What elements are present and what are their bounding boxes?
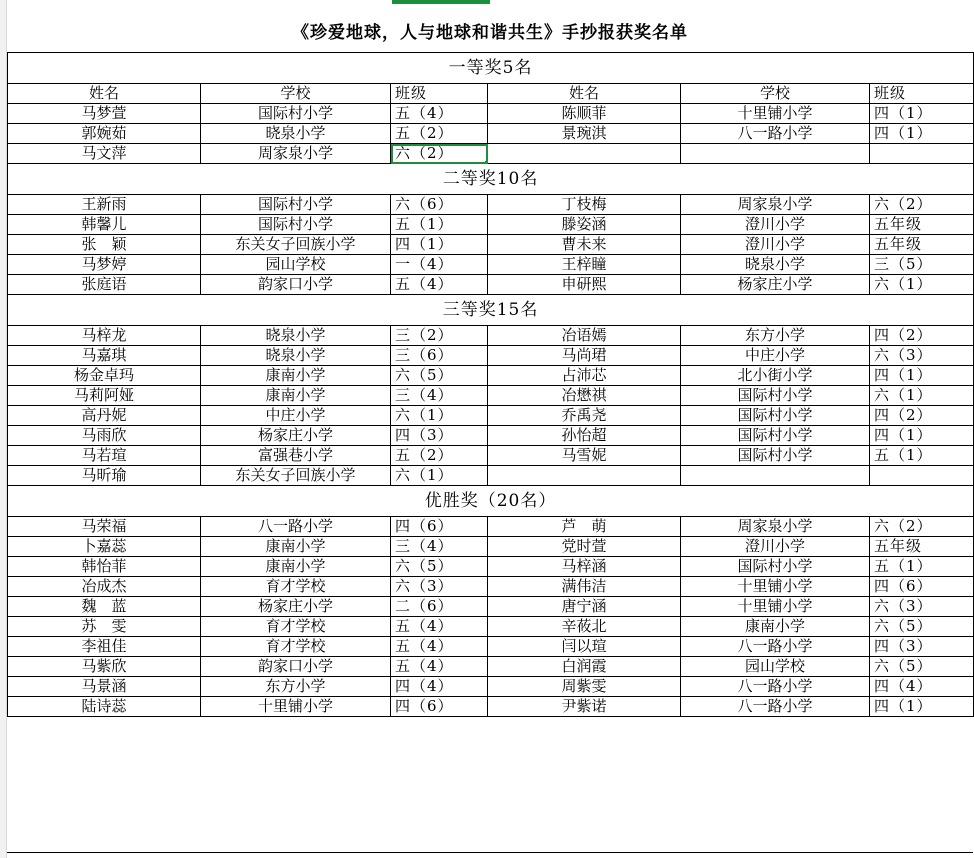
- name-cell[interactable]: 杨金卓玛: [8, 366, 201, 386]
- school-cell[interactable]: 康南小学: [201, 557, 391, 577]
- class-cell[interactable]: 四（2）: [870, 326, 974, 346]
- class-cell[interactable]: 五（1）: [391, 215, 488, 235]
- class-cell[interactable]: 四（1）: [870, 104, 974, 124]
- school-cell[interactable]: 八一路小学: [681, 697, 870, 717]
- name-cell[interactable]: 芦 萌: [488, 517, 681, 537]
- class-cell[interactable]: 六（6）: [391, 195, 488, 215]
- section-heading[interactable]: 二等奖10名: [8, 164, 974, 195]
- name-cell[interactable]: 马梓龙: [8, 326, 201, 346]
- school-cell[interactable]: 东关女子回族小学: [201, 466, 391, 486]
- name-cell[interactable]: 景琬淇: [488, 124, 681, 144]
- table-row: [8, 657, 974, 677]
- name-cell[interactable]: 马嘉琪: [8, 346, 201, 366]
- name-cell[interactable]: 冶成杰: [8, 577, 201, 597]
- school-cell[interactable]: 国际村小学: [201, 215, 391, 235]
- section-heading-row: [8, 295, 974, 326]
- class-cell[interactable]: 六（3）: [391, 577, 488, 597]
- table-row: [8, 557, 974, 577]
- name-cell[interactable]: 张庭语: [8, 275, 201, 295]
- school-cell[interactable]: 澄川小学: [681, 537, 870, 557]
- school-cell[interactable]: 国际村小学: [681, 446, 870, 466]
- name-cell[interactable]: 冶语嫣: [488, 326, 681, 346]
- name-cell[interactable]: 陈顺菲: [488, 104, 681, 124]
- class-cell[interactable]: 六（1）: [870, 275, 974, 295]
- school-cell[interactable]: 东方小学: [201, 677, 391, 697]
- class-cell[interactable]: 六（2）: [870, 517, 974, 537]
- school-cell[interactable]: 韵家口小学: [201, 275, 391, 295]
- table-row: [8, 617, 974, 637]
- table-row: [8, 406, 974, 426]
- class-cell[interactable]: 四（1）: [870, 426, 974, 446]
- column-header[interactable]: 姓名: [488, 84, 681, 104]
- class-cell[interactable]: 五（1）: [870, 446, 974, 466]
- class-cell[interactable]: 四（3）: [391, 426, 488, 446]
- school-cell[interactable]: 东方小学: [681, 326, 870, 346]
- school-cell[interactable]: 澄川小学: [681, 215, 870, 235]
- table-row: [8, 346, 974, 366]
- school-cell[interactable]: 国际村小学: [681, 557, 870, 577]
- name-cell[interactable]: 郭婉茹: [8, 124, 201, 144]
- section-heading-row: [8, 53, 974, 84]
- name-cell[interactable]: 辛莜北: [488, 617, 681, 637]
- class-cell[interactable]: 四（1）: [391, 235, 488, 255]
- award-table-wrapper: [7, 52, 973, 717]
- school-cell[interactable]: 东关女子回族小学: [201, 235, 391, 255]
- class-cell[interactable]: 五（1）: [870, 557, 974, 577]
- school-cell[interactable]: 康南小学: [201, 386, 391, 406]
- table-row: [8, 697, 974, 717]
- name-cell[interactable]: 申研熙: [488, 275, 681, 295]
- class-cell[interactable]: 六（3）: [870, 346, 974, 366]
- name-cell[interactable]: 马梦萱: [8, 104, 201, 124]
- class-cell[interactable]: 四（1）: [870, 366, 974, 386]
- school-cell[interactable]: 韵家口小学: [201, 657, 391, 677]
- sheet-bottom-border: [7, 852, 973, 853]
- name-cell[interactable]: 李祖佳: [8, 637, 201, 657]
- school-cell[interactable]: 国际村小学: [201, 104, 391, 124]
- name-cell[interactable]: 魏 蓝: [8, 597, 201, 617]
- section-heading-row: [8, 486, 974, 517]
- school-cell[interactable]: 育才学校: [201, 577, 391, 597]
- school-cell[interactable]: 国际村小学: [681, 406, 870, 426]
- name-cell[interactable]: 周紫雯: [488, 677, 681, 697]
- name-cell[interactable]: 马梓涵: [488, 557, 681, 577]
- name-cell[interactable]: 孙怡超: [488, 426, 681, 446]
- sheet-title[interactable]: 《珍爱地球，人与地球和谐共生》手抄报获奖名单: [292, 23, 688, 43]
- name-cell[interactable]: 马雪妮: [488, 446, 681, 466]
- school-cell[interactable]: 晓泉小学: [201, 124, 391, 144]
- school-cell[interactable]: 中庄小学: [201, 406, 391, 426]
- column-header[interactable]: 班级: [870, 84, 974, 104]
- name-cell[interactable]: 尹紫诺: [488, 697, 681, 717]
- school-cell[interactable]: 国际村小学: [681, 386, 870, 406]
- table-row: [8, 466, 974, 486]
- school-cell[interactable]: [681, 144, 870, 164]
- table-row: [8, 537, 974, 557]
- class-cell[interactable]: 五（4）: [391, 617, 488, 637]
- school-cell[interactable]: 周家泉小学: [681, 517, 870, 537]
- name-cell[interactable]: 陆诗蕊: [8, 697, 201, 717]
- table-row: [8, 235, 974, 255]
- class-cell[interactable]: 四（4）: [870, 677, 974, 697]
- name-cell[interactable]: 马莉阿娅: [8, 386, 201, 406]
- class-cell[interactable]: 五年级: [870, 235, 974, 255]
- school-cell[interactable]: 北小街小学: [681, 366, 870, 386]
- name-cell[interactable]: 卜嘉蕊: [8, 537, 201, 557]
- class-cell[interactable]: 六（5）: [870, 657, 974, 677]
- school-cell[interactable]: 育才学校: [201, 637, 391, 657]
- school-cell[interactable]: [681, 466, 870, 486]
- class-cell[interactable]: [870, 466, 974, 486]
- name-cell[interactable]: 丁枝梅: [488, 195, 681, 215]
- table-row: [8, 517, 974, 537]
- class-cell[interactable]: 四（2）: [870, 406, 974, 426]
- name-cell[interactable]: 马雨欣: [8, 426, 201, 446]
- name-cell[interactable]: 唐宁涵: [488, 597, 681, 617]
- name-cell[interactable]: 马若瑄: [8, 446, 201, 466]
- table-row: [8, 577, 974, 597]
- class-cell[interactable]: 六（5）: [391, 557, 488, 577]
- school-cell[interactable]: 国际村小学: [201, 195, 391, 215]
- class-cell[interactable]: 四（6）: [391, 697, 488, 717]
- class-cell[interactable]: 四（6）: [870, 577, 974, 597]
- row-header-strip[interactable]: [0, 0, 7, 858]
- table-row: [8, 144, 974, 164]
- class-cell[interactable]: 五年级: [870, 215, 974, 235]
- school-cell[interactable]: 十里铺小学: [681, 104, 870, 124]
- name-cell[interactable]: 马文萍: [8, 144, 201, 164]
- class-cell[interactable]: 三（6）: [391, 346, 488, 366]
- name-cell[interactable]: 滕姿涵: [488, 215, 681, 235]
- name-cell[interactable]: 白润霞: [488, 657, 681, 677]
- table-row: [8, 275, 974, 295]
- class-cell[interactable]: 四（1）: [870, 697, 974, 717]
- class-cell[interactable]: 四（6）: [391, 517, 488, 537]
- school-cell[interactable]: 园山学校: [681, 657, 870, 677]
- table-row: [8, 677, 974, 697]
- name-cell[interactable]: [488, 466, 681, 486]
- active-column-indicator: [392, 0, 490, 4]
- class-cell[interactable]: 六（5）: [391, 366, 488, 386]
- school-cell[interactable]: 园山学校: [201, 255, 391, 275]
- school-cell[interactable]: 周家泉小学: [681, 195, 870, 215]
- table-row: [8, 124, 974, 144]
- fill-handle[interactable]: [485, 161, 488, 164]
- award-table: [7, 52, 974, 717]
- name-cell[interactable]: 马昕瑜: [8, 466, 201, 486]
- school-cell[interactable]: 周家泉小学: [201, 144, 391, 164]
- class-cell[interactable]: 五（2）: [391, 446, 488, 466]
- name-cell[interactable]: [488, 144, 681, 164]
- school-cell[interactable]: 康南小学: [201, 366, 391, 386]
- column-header[interactable]: 姓名: [8, 84, 201, 104]
- school-cell[interactable]: 晓泉小学: [201, 346, 391, 366]
- school-cell[interactable]: 十里铺小学: [201, 697, 391, 717]
- class-cell[interactable]: 四（1）: [870, 124, 974, 144]
- name-cell[interactable]: 马荣福: [8, 517, 201, 537]
- column-header[interactable]: 班级: [391, 84, 488, 104]
- class-cell[interactable]: 五（4）: [391, 104, 488, 124]
- name-cell[interactable]: 占沛芯: [488, 366, 681, 386]
- school-cell[interactable]: 育才学校: [201, 617, 391, 637]
- name-cell[interactable]: 满伟洁: [488, 577, 681, 597]
- table-row: [8, 637, 974, 657]
- class-cell[interactable]: 三（4）: [391, 386, 488, 406]
- school-cell[interactable]: 晓泉小学: [681, 255, 870, 275]
- class-cell[interactable]: 六（5）: [870, 617, 974, 637]
- school-cell[interactable]: 十里铺小学: [681, 577, 870, 597]
- school-cell[interactable]: 杨家庄小学: [681, 275, 870, 295]
- class-cell[interactable]: 五（2）: [391, 124, 488, 144]
- school-cell[interactable]: 康南小学: [681, 617, 870, 637]
- name-cell[interactable]: 马梦婷: [8, 255, 201, 275]
- section-heading[interactable]: 三等奖15名: [8, 295, 974, 326]
- school-cell[interactable]: 杨家庄小学: [201, 426, 391, 446]
- section-heading[interactable]: 优胜奖（20名）: [8, 486, 974, 517]
- name-cell[interactable]: 韩怡菲: [8, 557, 201, 577]
- school-cell[interactable]: 澄川小学: [681, 235, 870, 255]
- school-cell[interactable]: 十里铺小学: [681, 597, 870, 617]
- table-row: [8, 426, 974, 446]
- class-cell[interactable]: 三（2）: [391, 326, 488, 346]
- name-cell[interactable]: 乔禹尧: [488, 406, 681, 426]
- column-header[interactable]: 学校: [201, 84, 391, 104]
- class-cell[interactable]: 五（4）: [391, 275, 488, 295]
- name-cell[interactable]: 张 颖: [8, 235, 201, 255]
- name-cell[interactable]: 马尚珺: [488, 346, 681, 366]
- name-cell[interactable]: 王新雨: [8, 195, 201, 215]
- name-cell[interactable]: 韩馨儿: [8, 215, 201, 235]
- school-cell[interactable]: 杨家庄小学: [201, 597, 391, 617]
- class-cell[interactable]: 六（2）: [870, 195, 974, 215]
- name-cell[interactable]: 高丹妮: [8, 406, 201, 426]
- column-header[interactable]: 学校: [681, 84, 870, 104]
- school-cell[interactable]: 国际村小学: [681, 426, 870, 446]
- table-row: [8, 255, 974, 275]
- class-cell[interactable]: 三（5）: [870, 255, 974, 275]
- class-cell[interactable]: 六（1）: [391, 406, 488, 426]
- school-cell[interactable]: 八一路小学: [681, 637, 870, 657]
- table-row: [8, 366, 974, 386]
- class-cell[interactable]: 一（4）: [391, 255, 488, 275]
- school-cell[interactable]: 八一路小学: [201, 517, 391, 537]
- table-row: [8, 386, 974, 406]
- school-cell[interactable]: 八一路小学: [681, 124, 870, 144]
- class-cell[interactable]: 四（4）: [391, 677, 488, 697]
- class-cell[interactable]: 三（4）: [391, 537, 488, 557]
- table-row: [8, 326, 974, 346]
- name-cell[interactable]: 王梓瞳: [488, 255, 681, 275]
- name-cell[interactable]: 党时萱: [488, 537, 681, 557]
- section-heading[interactable]: 一等奖5名: [8, 53, 974, 84]
- selected-cell[interactable]: 六（2）: [391, 144, 488, 164]
- school-cell[interactable]: 晓泉小学: [201, 326, 391, 346]
- name-cell[interactable]: 冶懋祺: [488, 386, 681, 406]
- class-cell[interactable]: 六（1）: [391, 466, 488, 486]
- school-cell[interactable]: 中庄小学: [681, 346, 870, 366]
- class-cell[interactable]: 六（1）: [870, 386, 974, 406]
- table-row: [8, 104, 974, 124]
- name-cell[interactable]: 苏 雯: [8, 617, 201, 637]
- class-cell[interactable]: 六（3）: [870, 597, 974, 617]
- column-header-row: [8, 84, 974, 104]
- school-cell[interactable]: 康南小学: [201, 537, 391, 557]
- table-row: [8, 446, 974, 466]
- class-cell[interactable]: 五（4）: [391, 657, 488, 677]
- name-cell[interactable]: 闫以瑄: [488, 637, 681, 657]
- class-cell[interactable]: 五（4）: [391, 637, 488, 657]
- name-cell[interactable]: 马紫欣: [8, 657, 201, 677]
- section-heading-row: [8, 164, 974, 195]
- school-cell[interactable]: 八一路小学: [681, 677, 870, 697]
- class-cell[interactable]: 五年级: [870, 537, 974, 557]
- table-row: [8, 195, 974, 215]
- name-cell[interactable]: 马景涵: [8, 677, 201, 697]
- class-cell[interactable]: [870, 144, 974, 164]
- class-cell[interactable]: 二（6）: [391, 597, 488, 617]
- name-cell[interactable]: 曹未来: [488, 235, 681, 255]
- table-row: [8, 215, 974, 235]
- table-row: [8, 597, 974, 617]
- class-cell[interactable]: 四（3）: [870, 637, 974, 657]
- school-cell[interactable]: 富强巷小学: [201, 446, 391, 466]
